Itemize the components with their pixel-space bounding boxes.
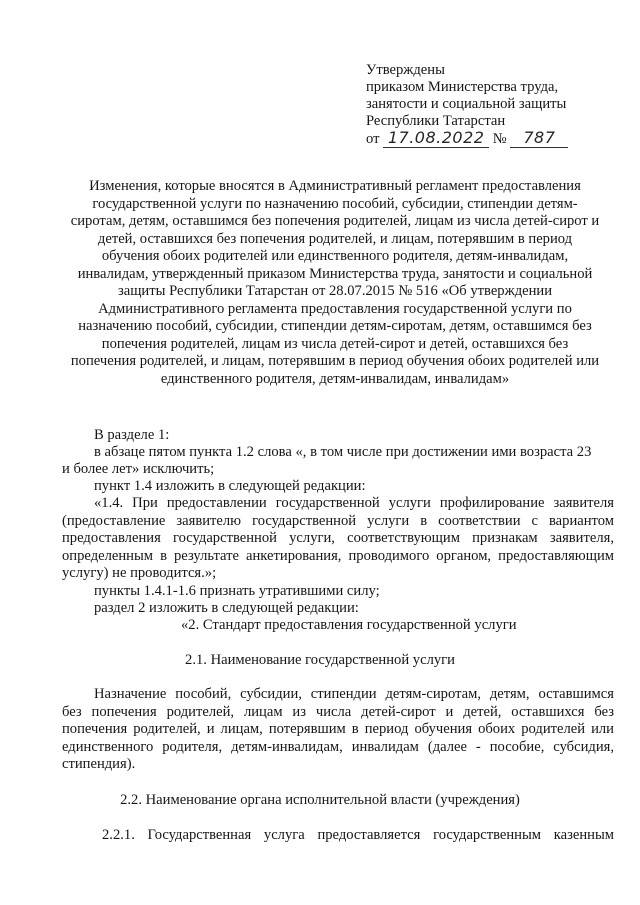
- approval-line-2: приказом Министерства труда,: [366, 79, 559, 95]
- approval-date-line: [366, 130, 568, 148]
- paragraph-line: без попечения родителей, лицам из числа детей-сирот и детей, оставшихся без: [62, 703, 614, 720]
- item-1-line-2: и более лет» исключить;: [62, 461, 215, 477]
- paragraph-2-2-1: [62, 827, 614, 845]
- date-prefix: от: [366, 131, 380, 147]
- paragraph-2-1: [62, 686, 614, 774]
- section-heading: В разделе 1:: [94, 427, 170, 443]
- title-line: назначению пособий, субсидии, стипендии детям-сиротам, детям, оставшимся без: [78, 318, 592, 334]
- title-line: Изменения, которые вносятся в Административный регламент предоставления: [89, 178, 581, 194]
- title-line: Административного регламента предоставления государственной услуги по: [98, 300, 572, 317]
- item-2: пункт 1.4 изложить в следующей редакции:: [94, 478, 366, 494]
- item-1-line-1: в абзаце пятом пункта 1.2 слова «, в том числе при достижении ими возраста 23: [94, 444, 592, 460]
- paragraph-line: Назначение пособий, субсидии, стипендии детям-сиротам, детям, оставшимся: [94, 686, 614, 702]
- title-line: обучения обоих родителей или единственного родителя, детям-инвалидам,: [101, 248, 569, 264]
- paragraph-line: 2.2.1. Государственная услуга предоставляется государственным казенным: [102, 827, 614, 843]
- approval-line-1: Утверждены: [366, 62, 445, 78]
- title-line: государственной услуги по назначению пособий, субсидии, стипендии детям-: [92, 195, 578, 212]
- title-line: сиротам, детям, оставшимся без попечения родителей, лицам из числа детей-сирот и: [70, 213, 600, 229]
- quote-line: предоставления государственной услуги, соответствующим признакам заявителя,: [62, 530, 614, 546]
- quote-line: услугу) не проводится.»;: [62, 565, 217, 581]
- title-line: единственного родителя, детям-инвалидам, инвалидам»: [160, 370, 510, 387]
- paragraph-line: попечения родителей, и лицам, потерявшим в период обучения обоих родителей или: [62, 721, 614, 737]
- approval-line-4: Республики Татарстан: [366, 113, 506, 129]
- approval-stamp: [366, 62, 568, 148]
- title-line: защиты Республики Татарстан от 28.07.2015 № 516 «Об утверждении: [117, 283, 553, 299]
- paragraph-line: единственного родителя, детям-инвалидам, инвалидам (далее - пособие, субсидия,: [62, 738, 614, 755]
- title-line: попечения родителей, и лицам, потерявшим в период обучения обоих родителей или: [70, 353, 600, 369]
- paragraph-line: стипендия).: [62, 756, 136, 772]
- number-sign: №: [492, 131, 507, 147]
- quote-line: (предоставление заявителю государственной услуги в соответствии с вариантом: [62, 512, 614, 529]
- handwritten-date: 17.08.2022: [387, 128, 485, 147]
- heading-2-1: 2.1. Наименование государственной услуги: [185, 652, 455, 668]
- quote-line: определенным в результате анкетирования, проводимого органом, предоставляющим: [62, 547, 614, 564]
- standard-heading: «2. Стандарт предоставления государственной услуги: [181, 617, 517, 633]
- item-3: пункты 1.4.1-1.6 признать утратившими силу;: [94, 583, 380, 599]
- number-field: [510, 130, 568, 148]
- handwritten-number: 787: [523, 128, 556, 147]
- item-4: раздел 2 изложить в следующей редакции:: [94, 600, 359, 616]
- title-line: детей, оставшихся без попечения родителей, и лицам, потерявшим в период: [97, 230, 573, 247]
- title-line: инвалидам, утвержденный приказом Министерства труда, занятости и социальной: [77, 265, 593, 282]
- quote-paragraph: [62, 495, 614, 583]
- heading-2-2: 2.2. Наименование органа исполнительной власти (учреждения): [120, 792, 520, 808]
- title-line: попечения родителей, лицам из числа детей-сирот и детей, оставшихся без: [101, 335, 569, 352]
- quote-line: «1.4. При предоставлении государственной услуги профилирование заявителя: [94, 495, 614, 511]
- date-field: [383, 130, 489, 148]
- document-title: [55, 178, 615, 388]
- approval-line-3: занятости и социальной защиты: [366, 96, 567, 112]
